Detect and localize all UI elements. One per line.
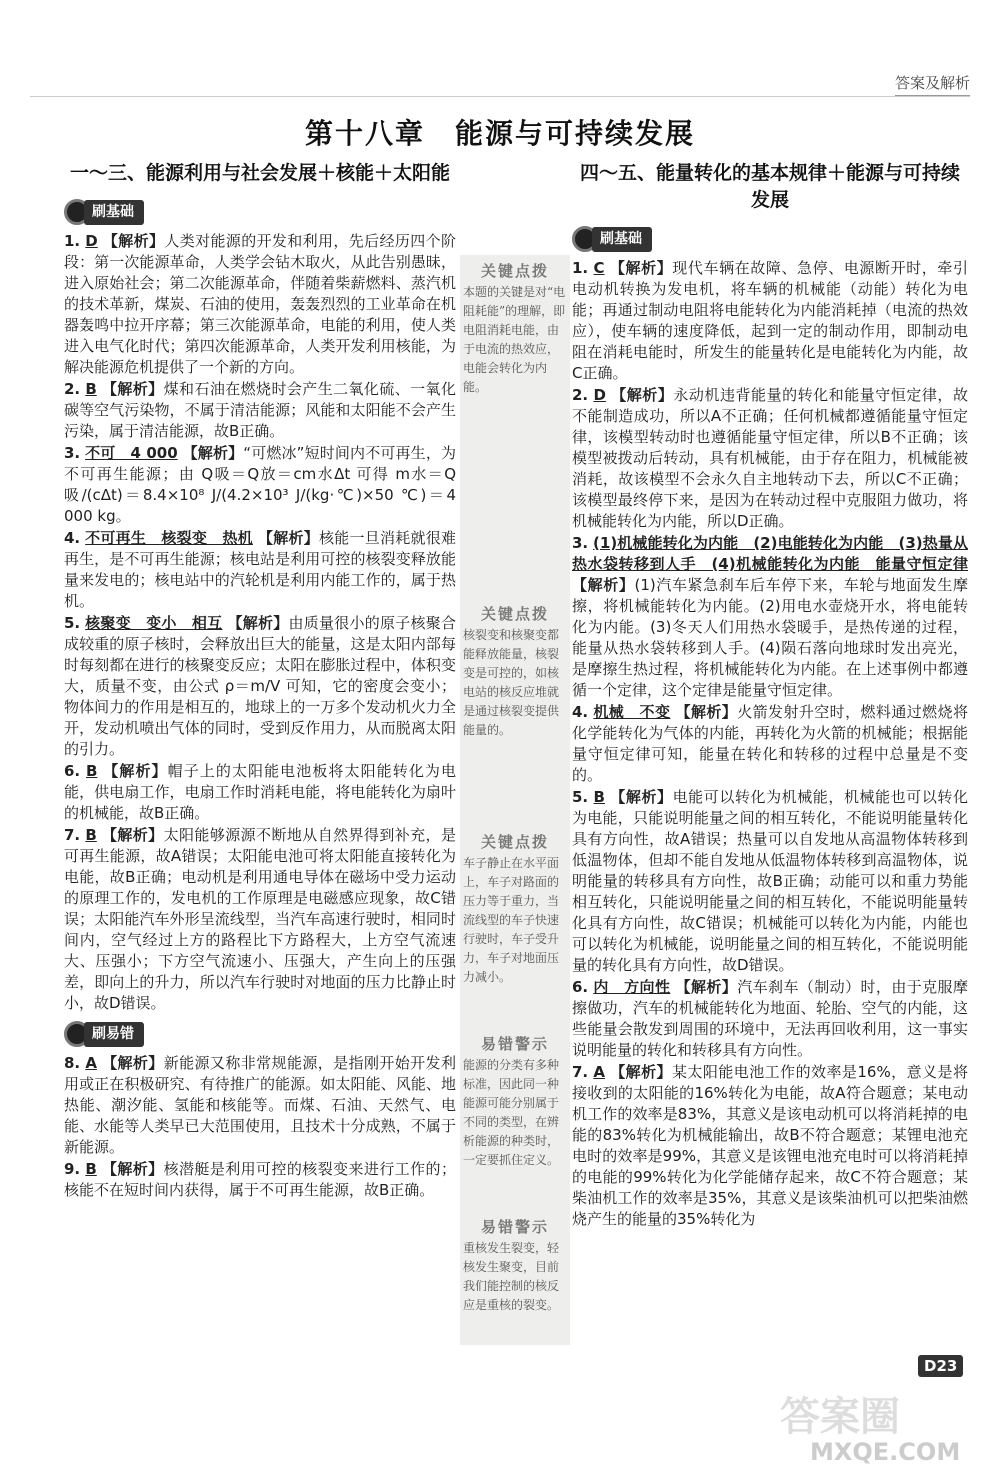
item-tag: 【解析】 xyxy=(101,826,164,844)
badge-label: 刷基础 xyxy=(84,200,144,225)
item-ans: A xyxy=(85,1054,97,1072)
note-text: 车子静止在水平面上，车子对路面的压力等于重力，当流线型的车子快速行驶时，车子受升力，车子对地面压力减小。 xyxy=(463,856,560,984)
item-num: 9. xyxy=(64,1160,81,1178)
answer-item xyxy=(572,1062,968,1230)
item-text: (1)汽车紧急刹车后车停下来，车轮与地面发生摩擦，将机械能转化为内能。(2)用电水壶烧开水，将电能转化为内能。(3)冬天人们用热水袋暖手，是热传递的过程，能量从热水袋转移到人手。(4)陨石落向地球时发出亮光，是摩擦生热过程，将机械能转化为内能。在上述事例中都遵循一个定律，这个定律是能量守恒定律。 xyxy=(572,576,968,699)
item-text: 火箭发射升空时，燃料通过燃烧将化学能转化为气体的内能，再转化为火箭的机械能；根据能量守恒定律可知，能量在转化和转移的过程中总量是不变的。 xyxy=(572,703,968,784)
answer-item xyxy=(64,1053,456,1158)
badge-label: 刷易错 xyxy=(84,1022,144,1047)
item-num: 6. xyxy=(64,762,81,780)
answer-item xyxy=(64,761,456,824)
item-text: 现代车辆在故障、急停、电源断开时，牵引电动机转换为发电机，将车辆的机械能（动能）转化为电能；再通过制动电阻将电能转化为内能消耗掉（电流的热效应），使车辆的速度降低，起到一定的制动作用，即制动电阻在消耗电能时，所发生的能量转化是电能转化为内能，故C正确。 xyxy=(572,259,968,382)
item-num: 4. xyxy=(64,529,81,547)
item-tag: 【解析】 xyxy=(101,380,164,398)
right-section-title: 四～五、能量转化的基本规律＋能源与可持续发展 xyxy=(579,162,960,211)
item-text: 核潜艇是利用可控的核裂变来进行工作的；核能不在短时间内获得，属于不可再生能源，故B正确。 xyxy=(64,1160,456,1199)
item-tag: 【解析】 xyxy=(675,978,738,996)
item-text: 新能源又称非常规能源，是指刚开始开发利用或正在积极研究、有待推广的能源。如太阳能、风能、地热能、潮汐能、氢能和核能等。而煤、石油、天然气、电能、水能等人类早已大范围使用，且技术十分成熟，不属于新能源。 xyxy=(64,1054,456,1156)
item-num: 5. xyxy=(572,788,589,806)
note-title: 关键点拨 xyxy=(480,605,549,623)
item-tag: 【解析】 xyxy=(103,762,168,780)
right-column xyxy=(572,160,968,1231)
item-text: 永动机违背能量的转化和能量守恒定律，故不能制造成功，所以A不正确；任何机械都遵循能量守恒定律，该模型转动时也遵循能量守恒定律，所以B不正确；该模型被拨动后转动，具有机械能，由于存在阻力，机械能被消耗，故该模型不会永久自主地转动下去，所以C不正确；该模型最终停下来，是因为在转动过程中克服阻力做功，将机械能转化为内能，所以D正确。 xyxy=(572,386,968,530)
item-tag: 【解析】 xyxy=(610,1063,672,1081)
item-tag: 【解析】 xyxy=(227,614,289,632)
note-1 xyxy=(463,262,567,397)
answer-item xyxy=(572,702,968,786)
badge-label: 刷基础 xyxy=(592,227,652,252)
item-ans: C xyxy=(593,259,605,277)
item-tag: 【解析】 xyxy=(611,386,674,404)
answer-item xyxy=(64,379,456,442)
item-tag: 【解析】 xyxy=(572,576,635,594)
note-text: 能源的分类有多种标准，因此同一种能源可能分别属于不同的类型，在辨析能源的种类时，一定要抓住定义。 xyxy=(463,1058,560,1167)
item-tag: 【解析】 xyxy=(610,788,673,806)
note-text: 本题的关键是对“电阻耗能”的理解，即电阻消耗电能，由于电流的热效应，电能会转化为内能。 xyxy=(463,285,566,394)
item-ans: A xyxy=(593,1063,605,1081)
answer-item xyxy=(64,443,456,527)
item-ans: B xyxy=(85,826,97,844)
item-num: 1. xyxy=(572,259,589,277)
left-items xyxy=(64,231,456,1014)
left-items-2 xyxy=(64,1053,456,1201)
item-ans: 不可再生 核裂变 热机 xyxy=(85,529,253,547)
right-items xyxy=(572,258,968,1230)
item-num: 6. xyxy=(572,978,589,996)
note-5 xyxy=(463,1218,567,1315)
item-ans: 不可 4 000 xyxy=(85,444,178,462)
answer-item xyxy=(64,528,456,612)
item-ans: B xyxy=(85,1160,97,1178)
answer-item xyxy=(64,231,456,378)
watermark-logo: 答案圈 xyxy=(780,1394,900,1440)
item-ans: B xyxy=(85,380,97,398)
item-num: 8. xyxy=(64,1054,81,1072)
item-ans: (1)机械能转化为内能 (2)电能转化为内能 (3)热量从热水袋转移到人手 (4)机械能转化为内能 能量守恒定律 xyxy=(572,534,968,573)
item-num: 4. xyxy=(572,703,589,721)
header-tag: 答案及解析 xyxy=(895,72,970,97)
item-tag: 【解析】 xyxy=(101,1160,164,1178)
answer-item xyxy=(64,613,456,760)
item-ans: B xyxy=(86,762,98,780)
item-text: “可燃冰”短时间内不可再生，为不可再生能源；由 Q吸＝Q放＝cm水Δt 可得 m水＝Q吸/(cΔt)＝8.4×10⁸ J/(4.2×10³ J/(kg·℃)×50 ℃)＝4 000 kg。 xyxy=(64,444,456,525)
badge-error-left xyxy=(64,1021,144,1047)
badge-basic-left xyxy=(64,199,144,225)
item-text: 煤和石油在燃烧时会产生二氧化硫、一氧化碳等空气污染物，不属于清洁能源；风能和太阳能不会产生污染，属于清洁能源，故B正确。 xyxy=(64,380,456,440)
answer-item xyxy=(64,825,456,1014)
note-4 xyxy=(463,1035,567,1170)
note-3 xyxy=(463,833,567,987)
item-tag: 【解析】 xyxy=(675,703,738,721)
item-ans: 内 方向性 xyxy=(593,978,671,996)
item-text: 人类对能源的开发和利用，先后经历四个阶段：第一次能源革命，人类学会钻木取火，从此告别愚昧，进入原始社会；第二次能源革命，伴随着柴薪燃料、蒸汽机的技术革新，煤炭、石油的使用，轰轰烈烈的工业革命在机器轰鸣中拉开序幕；第三次能源革命，电能的利用，使人类进入电气化时代；第四次能源革命，人类开发利用核能，为解决能源危机提供了一个新的方向。 xyxy=(64,232,456,376)
item-tag: 【解析】 xyxy=(102,1054,164,1072)
note-text: 重核发生裂变，轻核发生聚变，目前我们能控制的核反应是重核的裂变。 xyxy=(463,1241,560,1312)
left-column xyxy=(64,160,456,1202)
item-text: 电能可以转化为机械能，机械能也可以转化为电能，只能说明能量之间的相互转化，不能说明能量转化具有方向性，故A错误；热量可以自发地从高温物体转移到低温物体，但却不能自发地从低温物体转移到高温物体，说明能量的转移具有方向性，故B正确；动能可以和重力势能相互转化，只能说明能量之间的相互转化，不能说明能量转化具有方向性，故C错误；机械能可以转化为内能，内能也可以转化为机械能，说明能量之间的相互转化，不能说明能量的转化具有方向性，故D错误。 xyxy=(572,788,968,974)
item-num: 7. xyxy=(64,826,81,844)
top-rule xyxy=(30,96,970,97)
item-ans: D xyxy=(85,232,98,250)
badge-basic-right xyxy=(572,226,652,252)
left-section-title: 一～三、能源利用与社会发展＋核能＋太阳能 xyxy=(69,162,450,184)
answer-item xyxy=(64,1159,456,1201)
page-number: D23 xyxy=(918,1355,963,1377)
item-num: 7. xyxy=(572,1063,589,1081)
margin-notes-column xyxy=(460,255,570,1345)
item-num: 3. xyxy=(64,444,81,462)
item-tag: 【解析】 xyxy=(257,529,319,547)
item-text: 某太阳能电池工作的效率是16%，意义是将接收到的太阳能的16%转化为电能，故A符合题意；某电动机工作的效率是83%，其意义是该电动机可以将消耗掉的电能的83%转化为机械能输出，故B不符合题意；某锂电池充电时的效率是99%，其意义是该锂电池充电时可以将消耗掉的电能的99%转化为化学能储存起来，故C不符合题意；某柴油机工作的效率是35%，其意义是该柴油机可以把柴油燃烧产生的能量的35%转化为 xyxy=(572,1063,968,1228)
item-ans: 机械 不变 xyxy=(593,703,671,721)
item-text: 汽车刹车（制动）时，由于克服摩擦做功，汽车的机械能转化为地面、轮胎、空气的内能，这些能量会散发到周围的环境中，无法再回收利用，这一事实说明能量的转化和转移具有方向性。 xyxy=(572,978,968,1059)
item-ans: B xyxy=(593,788,605,806)
item-num: 1. xyxy=(64,232,81,250)
answer-item xyxy=(572,385,968,532)
note-title: 关键点拨 xyxy=(480,833,549,851)
note-title: 易错警示 xyxy=(480,1035,549,1053)
item-text: 帽子上的太阳能电池板将太阳能转化为电能，供电扇工作，电扇工作时消耗电能，将电能转化为扇叶的机械能，故B正确。 xyxy=(64,762,456,822)
watermark-url: MXQE.COM xyxy=(810,1438,961,1466)
item-text: 核能一旦消耗就很难再生，是不可再生能源；核电站是利用可控的核裂变释放能量来发电的；核电站中的汽轮机是利用内能工作的，属于热机。 xyxy=(64,529,456,610)
item-text: 太阳能够源源不断地从自然界得到补充，是可再生能源，故A错误；太阳能电池可将太阳能直接转化为电能，故B正确；电动机是利用通电导体在磁场中受力运动的原理工作的，发电机的工作原理是电磁感应现象，故C错误；太阳能汽车外形呈流线型，当汽车高速行驶时，相同时间内，空气经过上方的路程比下方路程大，上方空气流速大、压强小；下方空气流速小、压强大，产生向上的压强差，即向上的升力，所以汽车行驶时对地面的压力比静止时小，故D错误。 xyxy=(64,826,456,1012)
item-text: 由质量很小的原子核聚合成较重的原子核时，会释放出巨大的能量，这是太阳内部每时每刻都在进行的核聚变反应；太阳在膨胀过程中，体积变大，质量不变，由公式 ρ＝m/V 可知，它的密度会变小；物体间力的作用是相互的，地球上的一万多个发动机火力全开，发动机喷出气体的同时，受到反作用力，从而脱离太阳的引力。 xyxy=(64,614,456,758)
item-ans: D xyxy=(593,386,606,404)
note-text: 核裂变和核聚变都能释放能量，核裂变是可控的，如核电站的核反应堆就是通过核裂变提供能量的。 xyxy=(463,628,560,737)
item-tag: 【解析】 xyxy=(102,232,165,250)
answer-item xyxy=(572,533,968,701)
answer-item xyxy=(572,977,968,1061)
item-num: 5. xyxy=(64,614,81,632)
answer-item xyxy=(572,787,968,976)
item-num: 3. xyxy=(572,534,589,552)
item-tag: 【解析】 xyxy=(609,259,673,277)
chapter-title: 第十八章 能源与可持续发展 xyxy=(304,117,695,150)
item-tag: 【解析】 xyxy=(182,444,244,462)
note-2 xyxy=(463,605,567,740)
note-title: 易错警示 xyxy=(480,1218,549,1236)
answer-item xyxy=(572,258,968,384)
item-num: 2. xyxy=(64,380,81,398)
item-num: 2. xyxy=(572,386,589,404)
note-title: 关键点拨 xyxy=(480,262,549,280)
item-ans: 核聚变 变小 相互 xyxy=(85,614,223,632)
